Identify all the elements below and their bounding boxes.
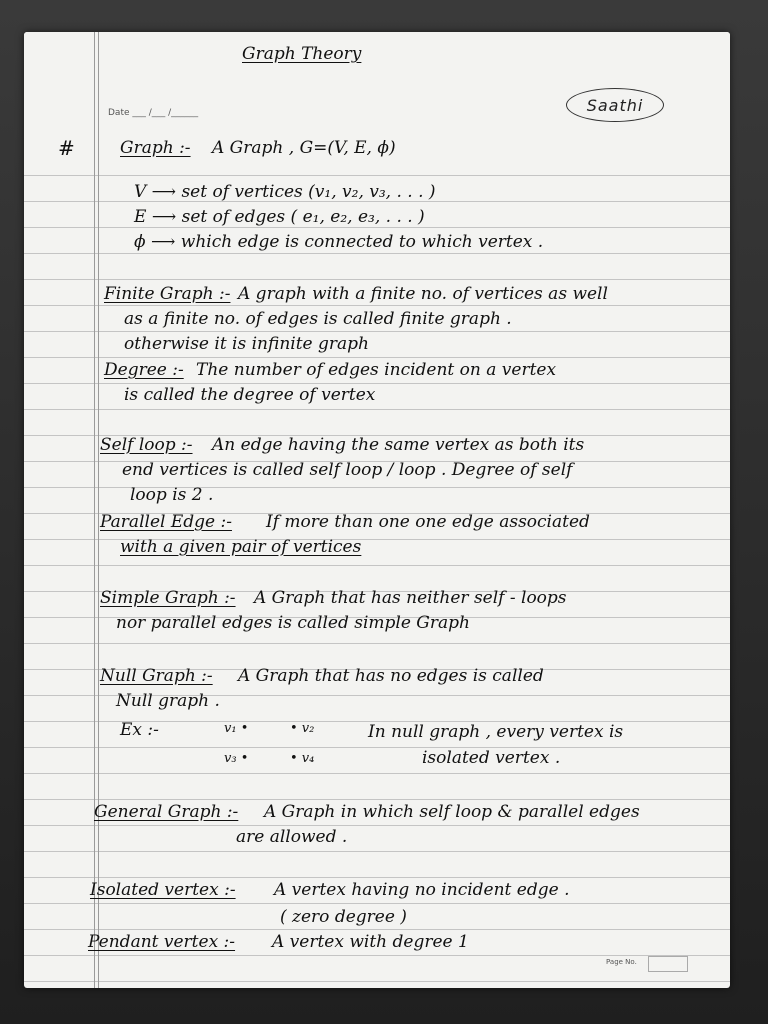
heading-graph: Graph :- xyxy=(120,138,191,158)
notebook-page xyxy=(24,32,730,988)
finite-graph-text: as a finite no. of edges is called finite graph . xyxy=(124,309,512,329)
example-label: Ex :- xyxy=(120,720,159,740)
simple-graph-text: nor parallel edges is called simple Graph xyxy=(116,613,470,633)
isolated-vertex-text: ( zero degree ) xyxy=(280,907,407,927)
parallel-edge-text: If more than one one edge associated xyxy=(266,512,590,532)
phi-line: ϕ ⟶ which edge is connected to which vertex . xyxy=(134,232,544,252)
vertex-v3: v₃ • xyxy=(224,751,249,766)
brand-logo-text: Saathi xyxy=(586,95,644,115)
finite-graph-text: otherwise it is infinite graph xyxy=(124,334,369,354)
heading-finite-graph: Finite Graph :- xyxy=(104,284,231,304)
vertex-v2: • v₂ xyxy=(290,721,315,736)
heading-degree: Degree :- xyxy=(104,360,184,380)
heading-simple-graph: Simple Graph :- xyxy=(100,588,236,608)
vertex-v1: v₁ • xyxy=(224,721,249,736)
pendant-vertex-text: A vertex with degree 1 xyxy=(272,932,469,952)
margin-line xyxy=(94,32,95,988)
graph-definition: A Graph , G=(V, E, ϕ) xyxy=(212,138,396,158)
self-loop-text: end vertices is called self loop / loop . Degree of self xyxy=(122,460,573,480)
degree-text: is called the degree of vertex xyxy=(124,385,376,405)
bullet-hash: # xyxy=(58,136,75,160)
self-loop-text: loop is 2 . xyxy=(130,485,214,505)
null-graph-note: In null graph , every vertex is xyxy=(368,722,624,742)
page-title: Graph Theory xyxy=(242,44,362,64)
parallel-edge-text: with a given pair of vertices xyxy=(120,537,362,557)
general-graph-text: are allowed . xyxy=(236,827,348,847)
margin-line xyxy=(98,32,99,988)
finite-graph-text: A graph with a finite no. of vertices as well xyxy=(238,284,608,304)
date-label: Date ___ /___ /______ xyxy=(108,108,199,118)
heading-self-loop: Self loop :- xyxy=(100,435,193,455)
general-graph-text: A Graph in which self loop & parallel edges xyxy=(264,802,640,822)
heading-parallel-edge: Parallel Edge :- xyxy=(100,512,232,532)
edge-set-line: E ⟶ set of edges ( e₁, e₂, e₃, . . . ) xyxy=(134,207,425,227)
vertex-set-line: V ⟶ set of vertices (v₁, v₂, v₃, . . . ) xyxy=(134,182,436,202)
heading-isolated-vertex: Isolated vertex :- xyxy=(90,880,236,900)
brand-logo xyxy=(566,88,664,122)
vertex-v4: • v₄ xyxy=(290,751,315,766)
page-no-box xyxy=(648,956,688,972)
page-no-label: Page No. xyxy=(606,958,637,966)
null-graph-text: A Graph that has no edges is called xyxy=(238,666,544,686)
heading-pendant-vertex: Pendant vertex :- xyxy=(88,932,236,952)
null-graph-text: Null graph . xyxy=(116,691,220,711)
heading-general-graph: General Graph :- xyxy=(94,802,239,822)
degree-text: The number of edges incident on a vertex xyxy=(196,360,557,380)
self-loop-text: An edge having the same vertex as both its xyxy=(212,435,585,455)
simple-graph-text: A Graph that has neither self - loops xyxy=(254,588,567,608)
isolated-vertex-text: A vertex having no incident edge . xyxy=(274,880,570,900)
null-graph-note: isolated vertex . xyxy=(422,748,561,768)
heading-null-graph: Null Graph :- xyxy=(100,666,213,686)
